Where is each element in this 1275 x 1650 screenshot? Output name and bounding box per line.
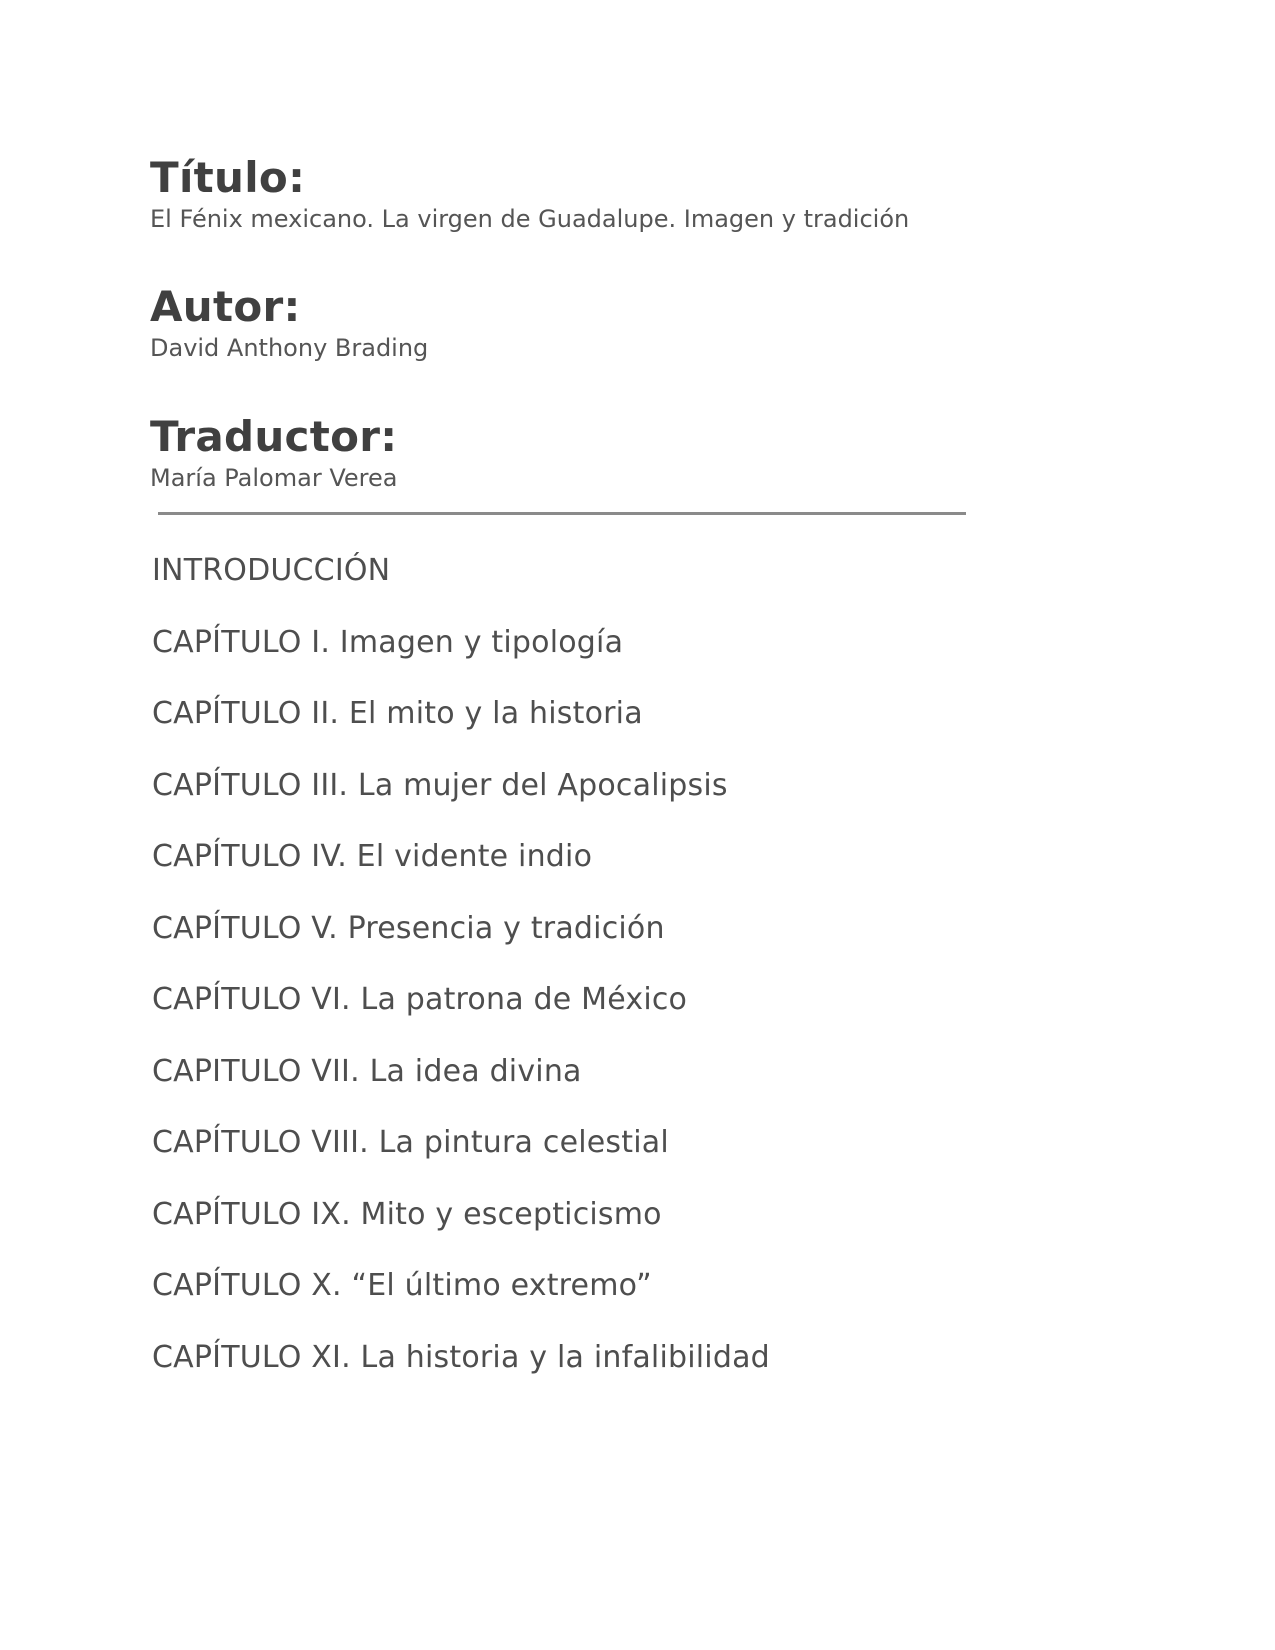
- toc-item-capitulo-3[interactable]: CAPÍTULO III. La mujer del Apocalipsis: [152, 767, 728, 803]
- toc-item-capitulo-2[interactable]: CAPÍTULO II. El mito y la historia: [152, 696, 643, 731]
- title-value: El Fénix mexicano. La virgen de Guadalupe. Imagen y tradición: [150, 205, 910, 233]
- title-label: Título:: [150, 153, 306, 202]
- toc-item-capitulo-1[interactable]: CAPÍTULO I. Imagen y tipología: [152, 624, 624, 660]
- section-divider: [158, 512, 966, 515]
- toc-item-capitulo-7[interactable]: CAPITULO VII. La idea divina: [152, 1053, 582, 1089]
- toc-item-capitulo-4[interactable]: CAPÍTULO IV. El vidente indio: [152, 839, 593, 874]
- title-block: [150, 154, 970, 234]
- author-label: Autor:: [150, 282, 301, 331]
- author-block: [150, 283, 970, 363]
- toc-item-capitulo-6[interactable]: CAPÍTULO VI. La patrona de México: [152, 982, 688, 1017]
- toc-item-capitulo-8[interactable]: CAPÍTULO VIII. La pintura celestial: [152, 1125, 669, 1160]
- translator-value: María Palomar Verea: [150, 464, 398, 492]
- toc-item-capitulo-11[interactable]: CAPÍTULO XI. La historia y la infalibilidad: [152, 1339, 770, 1375]
- translator-block: [150, 413, 970, 493]
- toc-item-capitulo-5[interactable]: CAPÍTULO V. Presencia y tradición: [152, 910, 665, 946]
- toc-item-capitulo-10[interactable]: CAPÍTULO X. “El último extremo”: [152, 1268, 652, 1303]
- translator-label: Traductor:: [150, 412, 398, 461]
- toc-item-capitulo-9[interactable]: CAPÍTULO IX. Mito y escepticismo: [152, 1196, 662, 1232]
- author-value: David Anthony Brading: [150, 334, 429, 362]
- table-of-contents: [152, 553, 1052, 1411]
- toc-item-introduccion[interactable]: INTRODUCCIÓN: [152, 553, 391, 588]
